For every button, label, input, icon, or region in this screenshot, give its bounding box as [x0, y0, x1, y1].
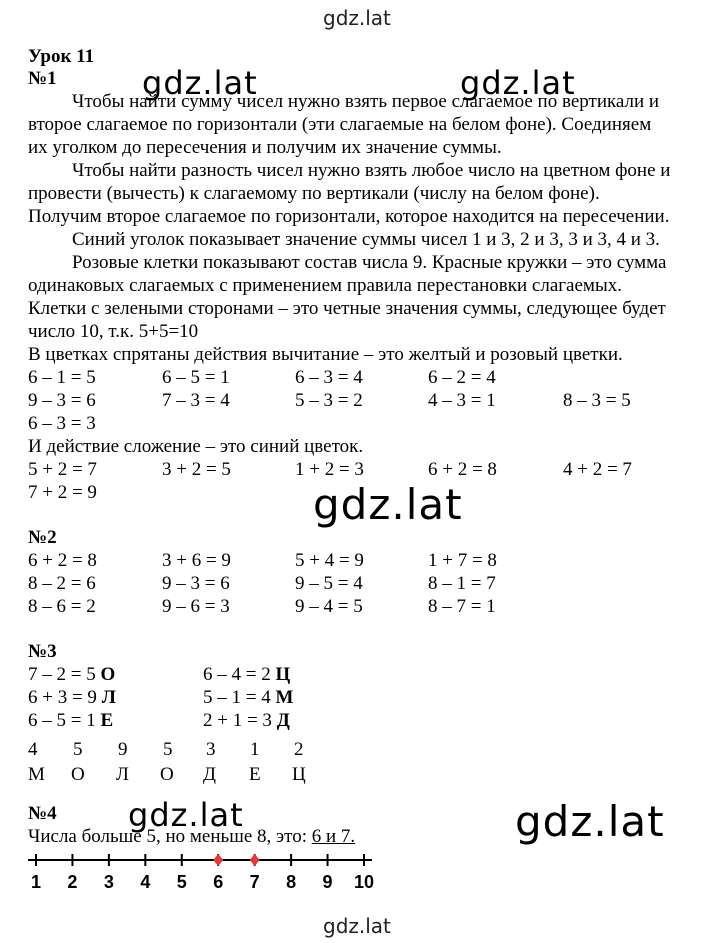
task1-line: Розовые клетки показывают состав числа 9. Красные кружки – это сумма — [72, 252, 667, 273]
code-number: 1 — [250, 739, 260, 760]
equation: 5 + 4 = 9 — [295, 550, 364, 571]
number-line-label: 4 — [140, 872, 151, 892]
code-letter: Д — [203, 764, 216, 785]
equation: 7 + 2 = 9 — [28, 482, 97, 503]
number-line-label: 10 — [353, 872, 375, 892]
task1-line: В цветках спрятаны действия вычитание – это желтый и розовый цветки. — [28, 344, 623, 365]
task1-line: Синий уголок показывает значение суммы чисел 1 и 3, 2 и 3, 3 и 3, 4 и 3. — [72, 229, 660, 250]
equation: 8 – 3 = 5 — [563, 390, 631, 411]
cipher-equation: 6 – 4 = 2 Ц — [203, 664, 291, 685]
equation: 9 – 5 = 4 — [295, 573, 363, 594]
equation: 5 – 3 = 2 — [295, 390, 363, 411]
cipher-letter: Ц — [275, 664, 291, 685]
equation: 6 + 2 = 8 — [428, 459, 497, 480]
task1-line: Чтобы найти сумму чисел нужно взять первое слагаемое по вертикали и — [72, 91, 660, 112]
equation: 6 – 2 = 4 — [428, 367, 496, 388]
watermark-4: gdz.lat — [128, 796, 244, 834]
equation: 3 + 6 = 9 — [162, 550, 231, 571]
code-number: 4 — [28, 739, 38, 760]
equation: 9 – 4 = 5 — [295, 596, 363, 617]
code-number: 3 — [206, 739, 216, 760]
equation: 9 – 3 = 6 — [28, 390, 96, 411]
equation: 6 + 2 = 8 — [28, 550, 97, 571]
equation: 4 + 2 = 7 — [563, 459, 632, 480]
code-number: 2 — [294, 739, 304, 760]
lesson-title: Урок 11 — [28, 46, 95, 67]
watermark-3: gdz.lat — [313, 480, 463, 529]
task1-line: Клетки с зелеными сторонами – это четные значения суммы, следующее будет — [28, 298, 666, 319]
task1-line: одинаковых слагаемых с применением правила перестановки слагаемых. — [28, 275, 622, 296]
task1-line: их уголком до пересечения и получим их значение суммы. — [28, 137, 502, 158]
number-line-label: 7 — [249, 872, 260, 892]
cipher-equation: 6 + 3 = 9 Л — [28, 687, 116, 708]
watermark-top: gdz.lat — [323, 6, 391, 30]
task1-line: Получим второе слагаемое по горизонтали, которое находится на пересечении. — [28, 206, 670, 227]
addition-intro: И действие сложение – это синий цветок. — [28, 436, 364, 457]
task1-line: второе слагаемое по горизонтали (эти слагаемые на белом фоне). Соединяем — [28, 114, 652, 135]
number-line — [28, 844, 388, 896]
task4-text: Числа больше 5, но меньше 8, это: — [28, 826, 307, 847]
equation: 6 – 5 = 1 — [162, 367, 230, 388]
cipher-equation: 5 – 1 = 4 М — [203, 687, 294, 708]
equation: 3 + 2 = 5 — [162, 459, 231, 480]
number-line-label: 6 — [213, 872, 224, 892]
equation: 5 + 2 = 7 — [28, 459, 97, 480]
task1-line: провести (вычесть) к слагаемому по вертикали (числу на белом фоне). — [28, 183, 600, 204]
equation: 4 – 3 = 1 — [428, 390, 496, 411]
task1-label: №1 — [28, 68, 57, 89]
task1-line: число 10, т.к. 5+5=10 — [28, 321, 199, 342]
number-line-marker — [250, 854, 260, 866]
equation: 6 – 3 = 3 — [28, 413, 96, 434]
number-line-label: 9 — [322, 872, 333, 892]
code-letter: Л — [116, 764, 129, 785]
cipher-equation: 2 + 1 = 3 Д — [203, 710, 290, 731]
cipher-equation: 6 – 5 = 1 Е — [28, 710, 114, 731]
equation: 8 – 6 = 2 — [28, 596, 96, 617]
code-letter: М — [28, 764, 45, 785]
code-letter: Ц — [292, 764, 306, 785]
equation: 8 – 1 = 7 — [428, 573, 496, 594]
number-line-label: 1 — [30, 872, 42, 892]
code-number: 9 — [118, 739, 128, 760]
equation: 9 – 6 = 3 — [162, 596, 230, 617]
number-line-label: 5 — [176, 872, 187, 892]
code-letter: Е — [249, 764, 261, 785]
equation: 9 – 3 = 6 — [162, 573, 230, 594]
cipher-letter: Л — [101, 687, 116, 708]
equation: 1 + 7 = 8 — [428, 550, 497, 571]
task4-answer: 6 и 7. — [311, 826, 356, 847]
code-number: 5 — [163, 739, 173, 760]
watermark-bottom: gdz.lat — [323, 914, 391, 938]
code-letter: О — [71, 764, 85, 785]
number-line-label: 8 — [286, 872, 297, 892]
equation: 6 – 1 = 5 — [28, 367, 96, 388]
task1-line: Чтобы найти разность чисел нужно взять любое число на цветном фоне и — [72, 160, 671, 181]
number-line-label: 3 — [103, 872, 114, 892]
cipher-letter: О — [100, 664, 116, 685]
cipher-equation: 7 – 2 = 5 О — [28, 664, 116, 685]
equation: 8 – 7 = 1 — [428, 596, 496, 617]
task4-label: №4 — [28, 803, 57, 824]
number-line-label: 2 — [67, 872, 78, 892]
equation: 7 – 3 = 4 — [162, 390, 230, 411]
equation: 1 + 2 = 3 — [295, 459, 364, 480]
cipher-letter: Е — [100, 710, 114, 731]
watermark-1: gdz.lat — [142, 64, 258, 102]
code-letter: О — [160, 764, 174, 785]
equation: 6 – 3 = 4 — [295, 367, 363, 388]
watermark-5: gdz.lat — [515, 797, 665, 846]
equation: 8 – 2 = 6 — [28, 573, 96, 594]
cipher-letter: М — [275, 687, 294, 708]
task3-label: №3 — [28, 641, 57, 662]
code-number: 5 — [73, 739, 83, 760]
number-line-marker — [213, 854, 223, 866]
task2-label: №2 — [28, 527, 57, 548]
watermark-2: gdz.lat — [460, 64, 576, 102]
cipher-letter: Д — [276, 710, 290, 731]
